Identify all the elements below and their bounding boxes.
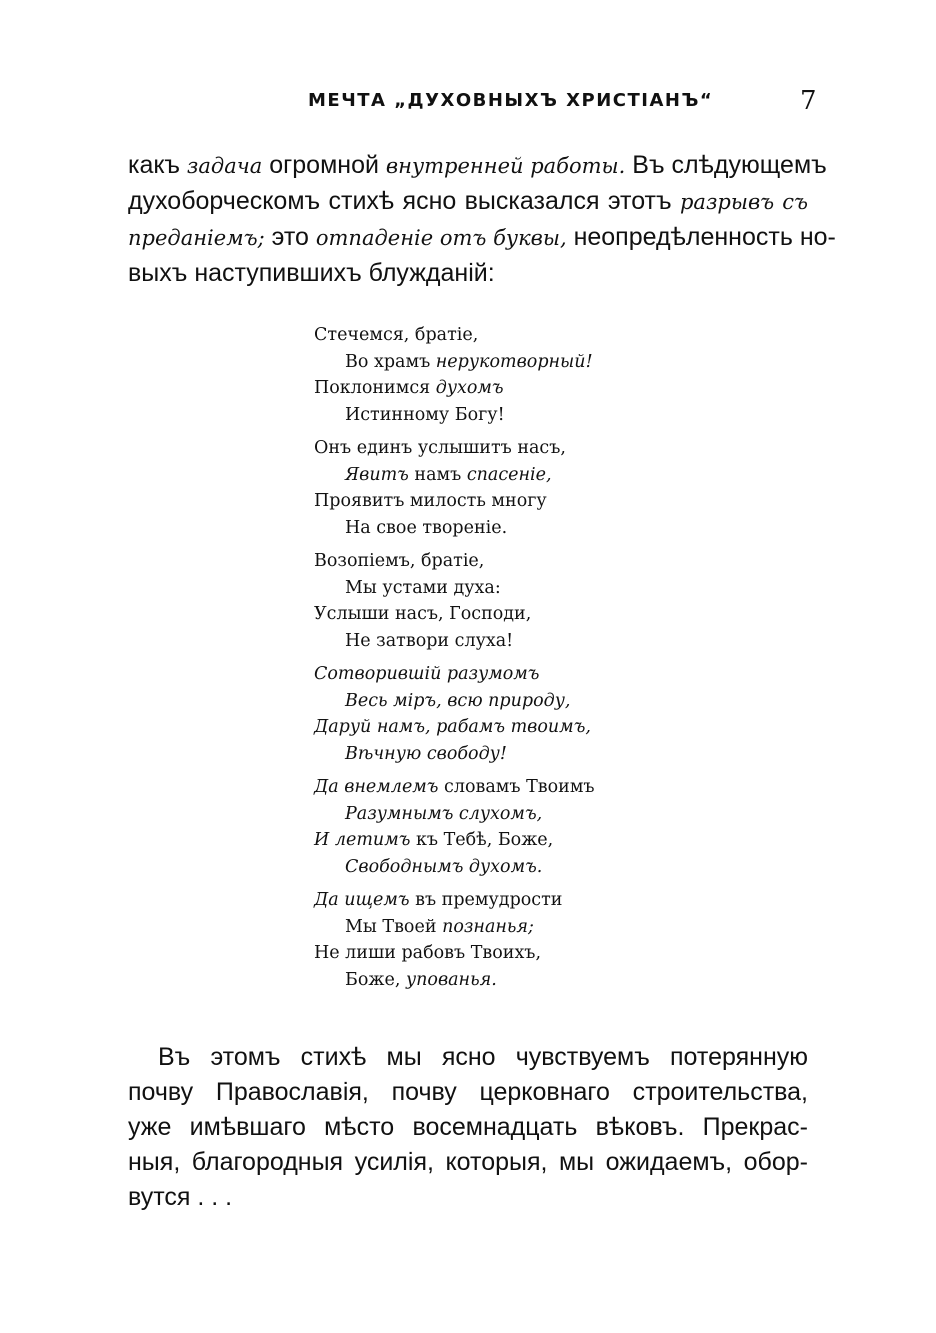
paragraph-line: почву Православія, почву церковнаго строительства, xyxy=(128,1078,808,1106)
verse-line: Явитъ намъ спасеніе, xyxy=(345,464,552,485)
paragraph-conclusion xyxy=(128,1040,808,1215)
paragraph-line: преданіемъ; это отпаденіе отъ буквы, неопредѣленность но- xyxy=(128,223,836,251)
verse-line: Боже, упованья. xyxy=(345,969,497,990)
verse-line: Да ищемъ въ премудрости xyxy=(314,890,563,910)
paragraph-line: выхъ наступившихъ блужданій: xyxy=(128,259,495,287)
poem-stanza xyxy=(314,661,674,767)
paragraph-line: какъ задача огромной внутренней работы. Въ слѣдующемъ xyxy=(128,151,827,179)
verse-line: Разумнымъ слухомъ, xyxy=(345,803,543,824)
paragraph-line: уже имѣвшаго мѣсто восемнадцать вѣковъ. Прекрас- xyxy=(128,1113,808,1141)
verse-line: Не лиши рабовъ Твоихъ, xyxy=(314,943,542,963)
verse-line: Истинному Богу! xyxy=(345,404,505,425)
poem-stanza xyxy=(314,322,674,428)
verse-line: Даруй намъ, рабамъ твоимъ, xyxy=(314,717,591,737)
verse-line: Онъ единъ услышитъ насъ, xyxy=(314,438,566,458)
poem-stanza xyxy=(314,774,674,880)
running-title: МЕЧТА „ДУХОВНЫХЪ ХРИСТІАНЪ“ xyxy=(308,90,714,111)
verse-line: Проявитъ милость многу xyxy=(314,491,547,511)
verse-line: Сотворившій разумомъ xyxy=(314,664,540,684)
verse-line: Мы Твоей познанья; xyxy=(345,916,534,937)
verse-line: Возопіемъ, братіе, xyxy=(314,551,485,571)
verse-line: Мы устами духа: xyxy=(345,577,501,598)
verse-line: И летимъ къ Тебѣ, Боже, xyxy=(314,830,554,850)
verse-line: Во храмъ нерукотворный! xyxy=(345,351,593,372)
poem xyxy=(314,322,674,1000)
verse-line: Услыши насъ, Господи, xyxy=(314,604,532,624)
verse-line: Вѣчную свободу! xyxy=(345,743,507,764)
verse-line: Да внемлемъ словамъ Твоимъ xyxy=(314,777,595,797)
page-number: 7 xyxy=(800,86,817,116)
verse-line: Весь міръ, всю природу, xyxy=(345,690,571,711)
verse-line: Поклонимся духомъ xyxy=(314,378,504,398)
paragraph-line: духоборческомъ стихѣ ясно высказался этотъ разрывъ съ xyxy=(128,187,808,215)
paragraph-line: ныя, благородныя усилія, которыя, мы ожидаемъ, обор- xyxy=(128,1148,808,1176)
verse-line: Стечемся, братіе, xyxy=(314,325,479,345)
paragraph-line: Въ этомъ стихѣ мы ясно чувствуемъ потерянную xyxy=(158,1043,808,1071)
poem-stanza xyxy=(314,548,674,654)
paragraph-line: вутся . . . xyxy=(128,1183,233,1211)
verse-line: Свободнымъ духомъ. xyxy=(345,856,543,877)
poem-stanza xyxy=(314,435,674,541)
verse-line: На свое твореніе. xyxy=(345,517,508,538)
poem-stanza xyxy=(314,887,674,993)
paragraph-intro xyxy=(128,148,836,291)
verse-line: Не затвори слуха! xyxy=(345,630,514,651)
